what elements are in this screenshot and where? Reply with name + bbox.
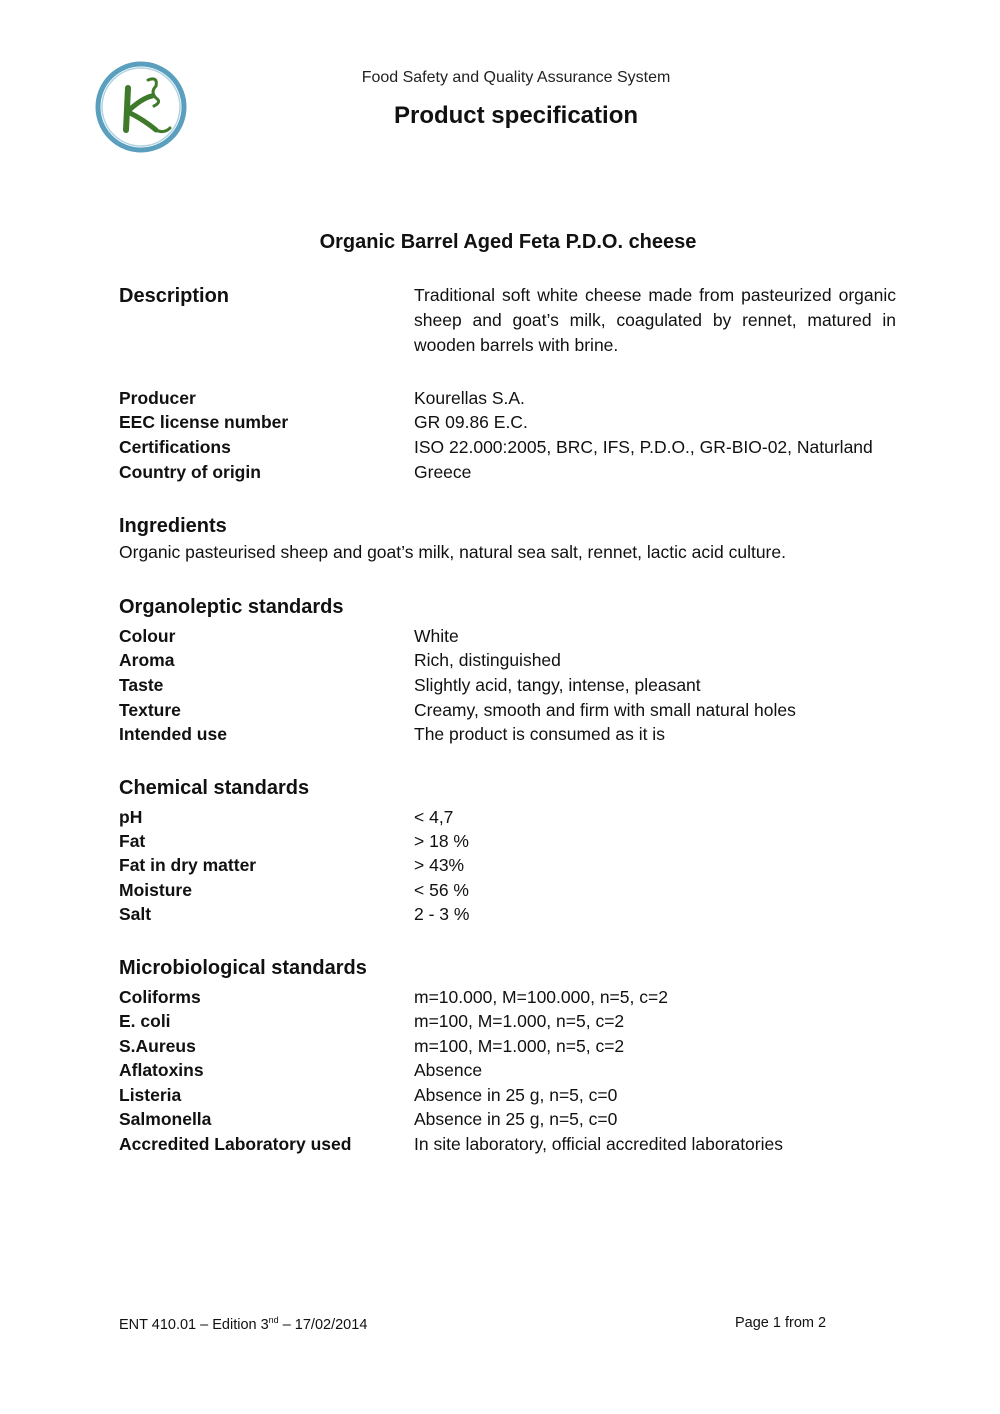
intended-use-value: The product is consumed as it is <box>414 724 665 744</box>
coliforms-label: Coliforms <box>119 987 201 1007</box>
aroma-label: Aroma <box>119 650 175 670</box>
producer-row <box>0 386 1000 410</box>
spec-row <box>0 829 1000 853</box>
aflatoxins-value: Absence <box>414 1060 483 1080</box>
spec-row <box>0 722 1000 746</box>
spec-row <box>0 985 1000 1009</box>
taste-value: Slightly acid, tangy, intense, pleasant <box>414 675 701 695</box>
eec-license-value: GR 09.86 E.C. <box>414 412 528 432</box>
listeria-value: Absence in 25 g, n=5, c=0 <box>414 1085 618 1105</box>
aroma-value: Rich, distinguished <box>414 650 561 670</box>
spec-row <box>0 648 1000 672</box>
eec-license-row <box>0 410 1000 434</box>
spec-row <box>0 1083 1000 1107</box>
spec-row <box>0 673 1000 697</box>
eec-license-label: EEC license number <box>119 412 289 432</box>
fat-dry-matter-value: > 43% <box>414 855 465 875</box>
moisture-value: < 56 % <box>414 880 469 900</box>
spec-row <box>0 1058 1000 1082</box>
fat-label: Fat <box>119 831 146 851</box>
producer-value: Kourellas S.A. <box>414 388 525 408</box>
accredited-lab-value: In site laboratory, official accredited laboratories <box>414 1134 783 1154</box>
document-code-text: ENT 410.01 – Edition 3 <box>119 1316 269 1333</box>
coliforms-value: m=10.000, M=100.000, n=5, c=2 <box>414 987 668 1007</box>
microbiological-heading: Microbiological standards <box>119 957 367 979</box>
listeria-label: Listeria <box>119 1085 182 1105</box>
edition-suffix: nd <box>268 1315 279 1325</box>
spec-row <box>0 698 1000 722</box>
certifications-label: Certifications <box>119 437 231 457</box>
salmonella-label: Salmonella <box>119 1109 212 1129</box>
intended-use-label: Intended use <box>119 724 227 744</box>
system-title: Food Safety and Quality Assurance System <box>361 69 671 86</box>
aflatoxins-label: Aflatoxins <box>119 1060 204 1080</box>
document-date: – 17/02/2014 <box>278 1316 368 1333</box>
spec-row <box>0 878 1000 902</box>
chemical-heading: Chemical standards <box>119 777 310 799</box>
ingredients-text: Organic pasteurised sheep and goat’s milk, natural sea salt, rennet, lactic acid culture. <box>119 542 786 562</box>
description-text: Traditional soft white cheese made from pasteurized organic sheep and goat’s milk, coagulated by rennet, matured in wooden barrels with brine. <box>414 285 896 355</box>
saureus-value: m=100, M=1.000, n=5, c=2 <box>414 1036 625 1056</box>
spec-row <box>0 624 1000 648</box>
salmonella-value: Absence in 25 g, n=5, c=0 <box>414 1109 618 1129</box>
country-row <box>0 460 1000 484</box>
producer-label: Producer <box>119 388 196 408</box>
product-name: Organic Barrel Aged Feta P.D.O. cheese <box>319 231 697 253</box>
country-value: Greece <box>414 462 472 482</box>
salt-value: 2 - 3 % <box>414 904 470 924</box>
moisture-label: Moisture <box>119 880 192 900</box>
description-heading: Description <box>119 285 230 307</box>
ph-label: pH <box>119 807 143 827</box>
saureus-label: S.Aureus <box>119 1036 196 1056</box>
colour-value: White <box>414 626 459 646</box>
ecoli-value: m=100, M=1.000, n=5, c=2 <box>414 1011 625 1031</box>
spec-row <box>0 1034 1000 1058</box>
page-number: Page 1 from 2 <box>735 1315 827 1331</box>
colour-label: Colour <box>119 626 176 646</box>
spec-row <box>0 1107 1000 1131</box>
spec-row <box>0 902 1000 926</box>
taste-label: Taste <box>119 675 164 695</box>
spec-row <box>0 853 1000 877</box>
document-title: Product specification <box>393 102 639 129</box>
ph-value: < 4,7 <box>414 807 454 827</box>
document-code <box>119 1315 367 1333</box>
certifications-value: ISO 22.000:2005, BRC, IFS, P.D.O., GR-BIO-02, Naturland <box>414 437 873 457</box>
country-label: Country of origin <box>119 462 261 482</box>
spec-row <box>0 1132 1000 1156</box>
texture-value: Creamy, smooth and firm with small natural holes <box>414 700 796 720</box>
spec-row <box>0 1009 1000 1033</box>
certifications-row <box>0 435 1000 459</box>
fat-value: > 18 % <box>414 831 469 851</box>
fat-dry-matter-label: Fat in dry matter <box>119 855 257 875</box>
salt-label: Salt <box>119 904 152 924</box>
texture-label: Texture <box>119 700 181 720</box>
organoleptic-heading: Organoleptic standards <box>119 596 344 618</box>
ingredients-heading: Ingredients <box>119 515 227 537</box>
ecoli-label: E. coli <box>119 1011 171 1031</box>
spec-row <box>0 805 1000 829</box>
accredited-lab-label: Accredited Laboratory used <box>119 1134 352 1154</box>
